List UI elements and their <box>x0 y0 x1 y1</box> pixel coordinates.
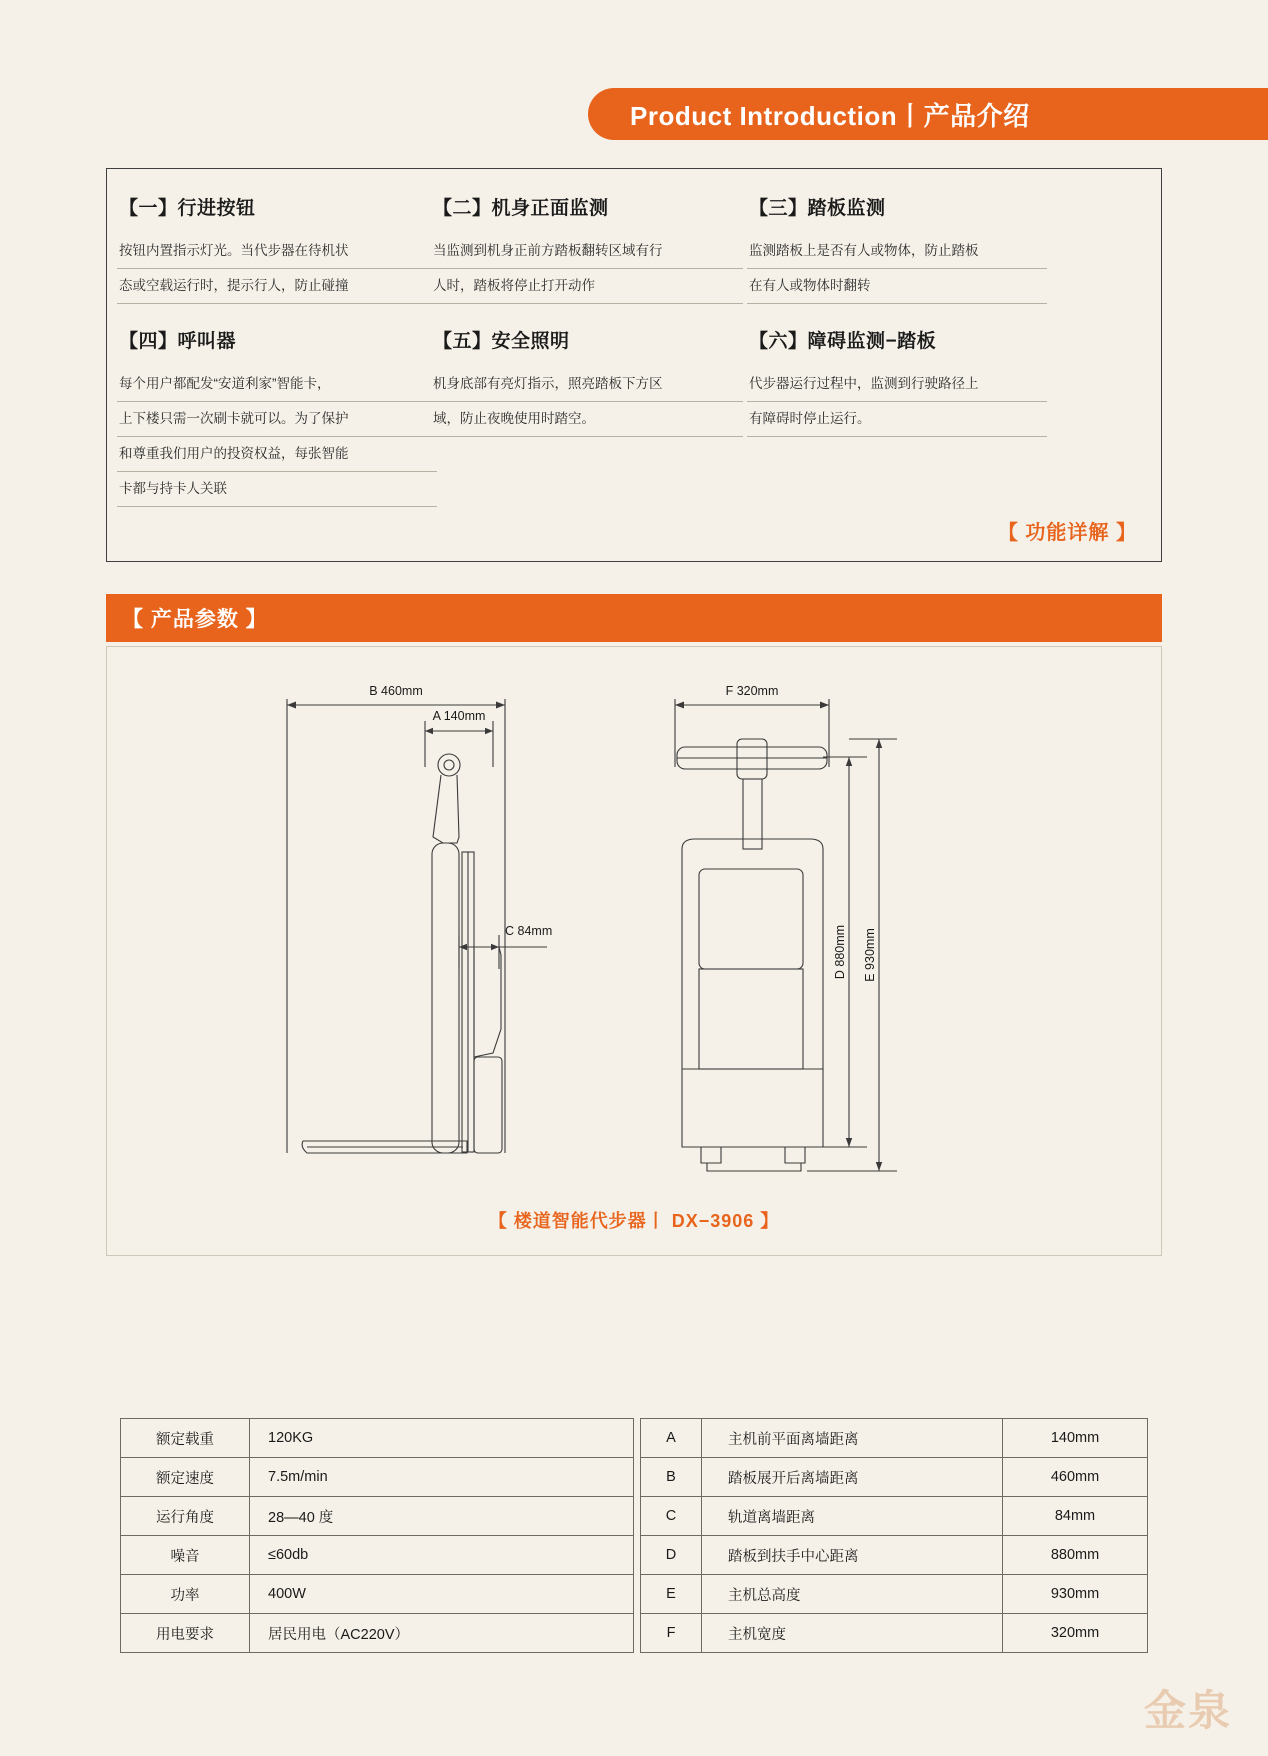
technical-drawing-panel <box>106 646 1162 1256</box>
dimension-label-c: C 84mm <box>505 924 553 938</box>
feature-line: 人时，踏板将停止打开动作 <box>431 269 743 304</box>
dim-desc: 轨道离墙距离 <box>702 1497 1003 1536</box>
banner-title: Product Introduction丨产品介绍 <box>630 100 1030 131</box>
feature-body <box>431 234 743 304</box>
product-introduction-banner <box>588 88 1268 140</box>
dimension-label-e: E 930mm <box>863 928 877 982</box>
dimension-label-a: A 140mm <box>432 709 486 723</box>
params-bar-label: 【 产品参数 】 <box>122 608 268 631</box>
feature-line: 在有人或物体时翻转 <box>747 269 1047 304</box>
dim-code: D <box>641 1536 702 1575</box>
feature-block-6 <box>747 326 1047 437</box>
spec-key: 额定速度 <box>121 1458 250 1497</box>
feature-line: 和尊重我们用户的投资权益，每张智能 <box>117 437 437 472</box>
spec-value: 28—40 度 <box>250 1497 634 1536</box>
table-row <box>641 1419 1148 1458</box>
dim-code: F <box>641 1614 702 1653</box>
feature-body <box>747 367 1047 437</box>
feature-title: 【五】安全照明 <box>433 331 570 352</box>
feature-title: 【二】机身正面监测 <box>433 198 609 219</box>
feature-line: 每个用户都配发“安道利家”智能卡， <box>117 367 437 402</box>
feature-line: 态或空载运行时，提示行人，防止碰撞 <box>117 269 437 304</box>
feature-body <box>117 367 437 507</box>
spec-value: ≤60db <box>250 1536 634 1575</box>
features-column-3 <box>747 193 1047 459</box>
feature-block-2 <box>431 193 743 304</box>
feature-line: 按钮内置指示灯光。当代步器在待机状 <box>117 234 437 269</box>
feature-title: 【六】障碍监测−踏板 <box>749 331 937 352</box>
spec-key: 功率 <box>121 1575 250 1614</box>
spec-table <box>120 1418 634 1653</box>
dim-desc: 踏板展开后离墙距离 <box>702 1458 1003 1497</box>
feature-block-5 <box>431 326 743 437</box>
table-row <box>641 1614 1148 1653</box>
dimension-table <box>640 1418 1148 1653</box>
feature-body <box>747 234 1047 304</box>
product-params-bar <box>106 594 1162 642</box>
table-row <box>121 1536 634 1575</box>
spec-key: 额定载重 <box>121 1419 250 1458</box>
dim-code: A <box>641 1419 702 1458</box>
feature-title: 【四】呼叫器 <box>119 331 237 352</box>
feature-line: 监测踏板上是否有人或物体，防止踏板 <box>747 234 1047 269</box>
spec-key: 噪音 <box>121 1536 250 1575</box>
table-row <box>121 1458 634 1497</box>
dim-code: B <box>641 1458 702 1497</box>
table-row <box>121 1575 634 1614</box>
technical-drawing <box>107 647 1163 1257</box>
table-row <box>641 1497 1148 1536</box>
table-row <box>121 1614 634 1653</box>
spec-value: 120KG <box>250 1419 634 1458</box>
feature-title: 【三】踏板监测 <box>749 198 886 219</box>
features-column-2 <box>431 193 743 459</box>
dim-value: 140mm <box>1003 1419 1148 1458</box>
watermark-logo: 金泉 <box>1143 1686 1232 1735</box>
table-row <box>641 1575 1148 1614</box>
feature-line: 有障碍时停止运行。 <box>747 402 1047 437</box>
dimension-label-f: F 320mm <box>725 684 779 698</box>
feature-body <box>117 234 437 304</box>
dim-value: 930mm <box>1003 1575 1148 1614</box>
dim-desc: 主机前平面离墙距离 <box>702 1419 1003 1458</box>
spec-value: 居民用电（AC220V） <box>250 1614 634 1653</box>
feature-body <box>431 367 743 437</box>
dim-desc: 主机宽度 <box>702 1614 1003 1653</box>
features-column-1 <box>117 193 437 529</box>
spec-value: 400W <box>250 1575 634 1614</box>
feature-line: 卡都与持卡人关联 <box>117 472 437 507</box>
feature-line: 域，防止夜晚使用时踏空。 <box>431 402 743 437</box>
dimension-label-b: B 460mm <box>369 684 423 698</box>
dim-code: C <box>641 1497 702 1536</box>
spec-key: 运行角度 <box>121 1497 250 1536</box>
dim-value: 320mm <box>1003 1614 1148 1653</box>
table-row <box>641 1536 1148 1575</box>
spec-key: 用电要求 <box>121 1614 250 1653</box>
feature-block-3 <box>747 193 1047 304</box>
dim-desc: 踏板到扶手中心距离 <box>702 1536 1003 1575</box>
features-box <box>106 168 1162 562</box>
table-row <box>641 1458 1148 1497</box>
feature-line: 当监测到机身正前方踏板翻转区域有行 <box>431 234 743 269</box>
feature-line: 上下楼只需一次刷卡就可以。为了保护 <box>117 402 437 437</box>
model-caption: 【 楼道智能代步器丨 DX−3906 】 <box>488 1211 780 1231</box>
function-detail-label: 【 功能详解 】 <box>997 522 1137 544</box>
feature-line: 代步器运行过程中，监测到行驶路径上 <box>747 367 1047 402</box>
dim-value: 460mm <box>1003 1458 1148 1497</box>
dim-value: 880mm <box>1003 1536 1148 1575</box>
dim-value: 84mm <box>1003 1497 1148 1536</box>
feature-line: 机身底部有亮灯指示，照亮踏板下方区 <box>431 367 743 402</box>
dim-code: E <box>641 1575 702 1614</box>
spec-value: 7.5m/min <box>250 1458 634 1497</box>
feature-block-1 <box>117 193 437 304</box>
table-row <box>121 1419 634 1458</box>
feature-title: 【一】行进按钮 <box>119 198 256 219</box>
table-row <box>121 1497 634 1536</box>
feature-block-4 <box>117 326 437 507</box>
dimension-label-d: D 880mm <box>833 924 847 980</box>
dim-desc: 主机总高度 <box>702 1575 1003 1614</box>
